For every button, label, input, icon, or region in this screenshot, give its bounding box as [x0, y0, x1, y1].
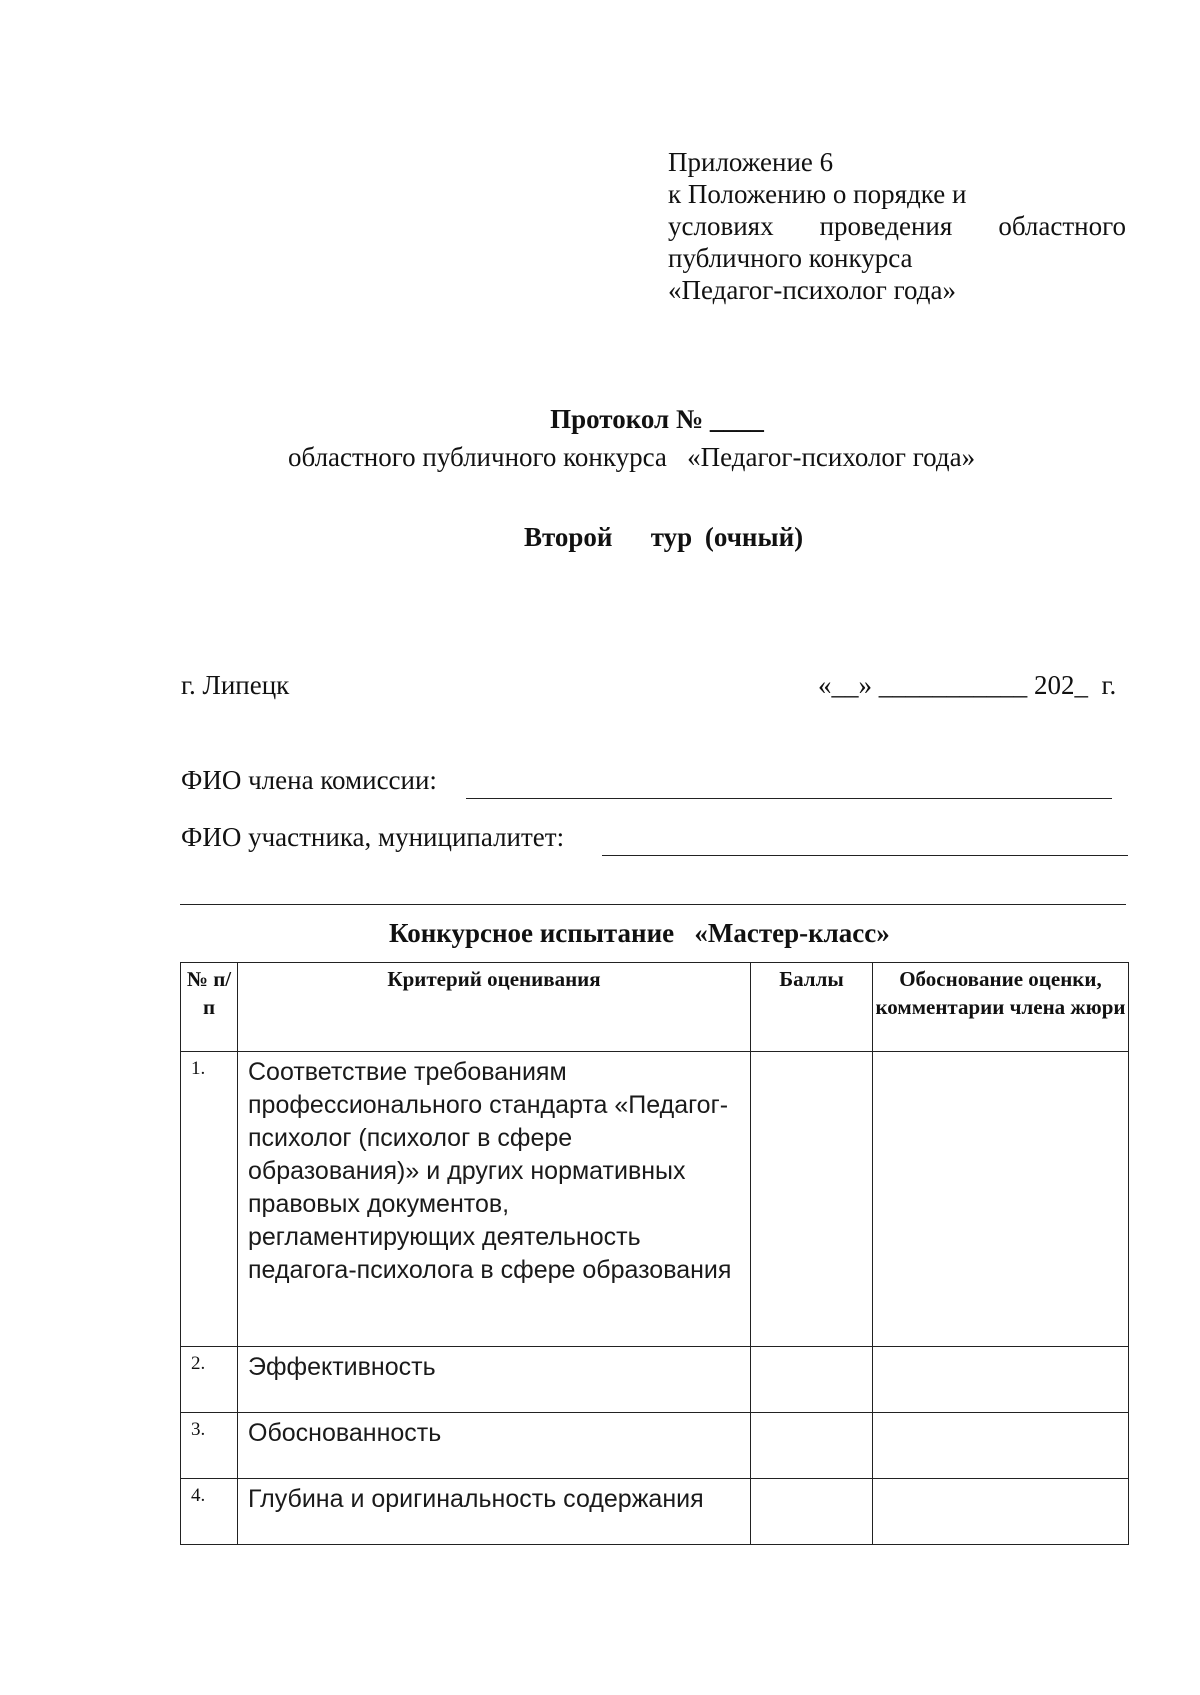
table-row — [181, 1052, 1129, 1347]
row-criterion: Соответствие требованиям профессионального стандарта «Педагог-психолог (психолог в сфере образования)» и других нормативных правовых документов, регламентирующих деятельность педагога-психолога в сфере образования — [238, 1052, 751, 1347]
appendix-line-3-word-3: областного — [998, 211, 1126, 241]
row-score-cell[interactable] — [751, 1347, 873, 1413]
row-criterion: Глубина и оригинальность содержания — [238, 1479, 751, 1545]
protocol-title: Протокол № ____ — [550, 404, 764, 434]
row-comment-cell[interactable] — [873, 1479, 1129, 1545]
row-comment-cell[interactable] — [873, 1052, 1129, 1347]
row-num: 2. — [181, 1347, 238, 1413]
city-label: г. Липецк — [181, 670, 290, 700]
row-comment-cell[interactable] — [873, 1347, 1129, 1413]
date-field: «__» ___________ 202_ г. — [818, 670, 1117, 700]
row-criterion: Обоснованность — [238, 1413, 751, 1479]
appendix-line-3-word-2: проведения — [819, 211, 953, 241]
table-row — [181, 1413, 1129, 1479]
contest-line: областного публичного конкурса «Педагог-психолог года» — [288, 442, 976, 472]
appendix-line-3-word-1: условиях — [668, 211, 774, 241]
participant-line — [602, 855, 1128, 856]
header-criterion: Критерий оценивания — [238, 963, 751, 1052]
table-row — [181, 1347, 1129, 1413]
participant-line-continued — [180, 904, 1126, 905]
round-title: Второй тур (очный) — [524, 522, 804, 552]
participant-label: ФИО участника, муниципалитет: — [181, 822, 565, 852]
row-score-cell[interactable] — [751, 1413, 873, 1479]
row-num: 4. — [181, 1479, 238, 1545]
appendix-block — [668, 146, 1126, 306]
section-title: Конкурсное испытание «Мастер-класс» — [389, 918, 890, 948]
header-num: № п/п — [181, 963, 238, 1052]
commission-member-label: ФИО члена комиссии: — [181, 765, 437, 795]
appendix-line-2: к Положению о порядке и — [668, 179, 967, 209]
row-criterion: Эффективность — [238, 1347, 751, 1413]
header-score: Баллы — [751, 963, 873, 1052]
commission-member-line — [466, 798, 1112, 799]
row-score-cell[interactable] — [751, 1479, 873, 1545]
evaluation-table — [180, 962, 1129, 1545]
header-justification: Обоснование оценки, комментарии члена жюри — [873, 963, 1129, 1052]
appendix-line-3 — [668, 210, 1126, 242]
row-num: 1. — [181, 1052, 238, 1347]
table-row — [181, 1479, 1129, 1545]
row-comment-cell[interactable] — [873, 1413, 1129, 1479]
table-header-row — [181, 963, 1129, 1052]
row-score-cell[interactable] — [751, 1052, 873, 1347]
appendix-line-5: «Педагог-психолог года» — [668, 275, 956, 305]
appendix-line-4: публичного конкурса — [668, 243, 913, 273]
row-num: 3. — [181, 1413, 238, 1479]
appendix-line-1: Приложение 6 — [668, 147, 834, 177]
